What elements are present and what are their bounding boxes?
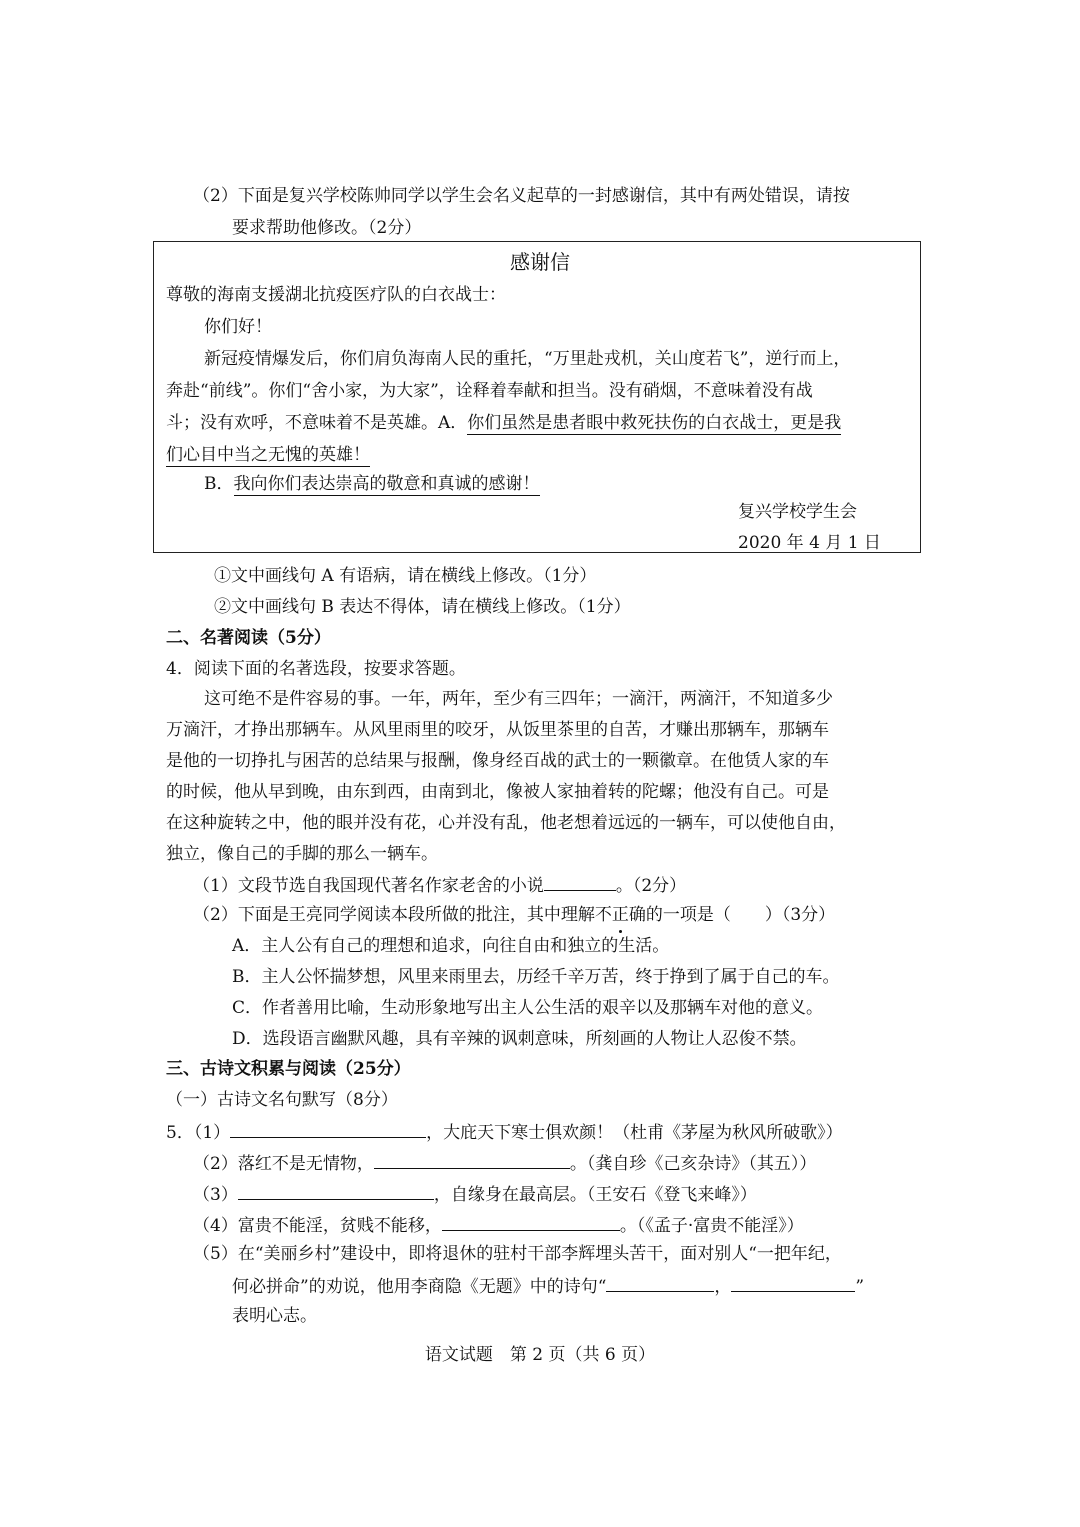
section3-heading: 三、古诗文积累与阅读（25分） bbox=[166, 1059, 411, 1079]
answer-blank[interactable] bbox=[238, 1181, 434, 1200]
letter-p1-line4 bbox=[166, 443, 370, 467]
q5-2 bbox=[193, 1150, 816, 1176]
q4-1-text: （1）文段节选自我国现代著名作家老舍的小说 bbox=[193, 876, 544, 896]
letter-p1-line2: 奔赴“前线”。你们“舍小家，为大家”，诠释着奉献和担当。没有硝烟，不意味着没有战 bbox=[166, 381, 813, 401]
letter-p1-line3 bbox=[166, 411, 841, 435]
passage-line: 是他的一切挣扎与困苦的总结果与报酬，像身经百战的武士的一颗徽章。在他赁人家的车 bbox=[166, 751, 829, 771]
passage-line: 独立，像自己的手脚的那么一辆车。 bbox=[166, 844, 438, 864]
letter-signer: 复兴学校学生会 bbox=[738, 502, 857, 522]
q5-5-comma: ， bbox=[714, 1277, 732, 1297]
letter-date: 2020 年 4 月 1 日 bbox=[738, 533, 881, 553]
q4-2-text: （2）下面是王亮同学阅读本段所做的批注，其中理解 bbox=[193, 905, 595, 925]
q4-stem: 4．阅读下面的名著选段，按要求答题。 bbox=[166, 659, 466, 679]
q4-2-score: 的一项是（ ）（3分） bbox=[645, 905, 836, 925]
sentence-a-part2: 们心目中当之无愧的英雄！ bbox=[166, 445, 370, 465]
q5-2-text: （2）落红不是无情物， bbox=[193, 1154, 374, 1174]
emphasis-text: 不正确 bbox=[594, 905, 646, 925]
sentence-a-part1: 你们虽然是患者眼中救死扶伤的白衣战士，更是我 bbox=[467, 413, 842, 433]
section3-subheading: （一）古诗文名句默写（8分） bbox=[166, 1090, 398, 1110]
q4-1-score: 。（2分） bbox=[615, 876, 687, 896]
letter-salutation: 尊敬的海南支援湖北抗疫医疗队的白衣战士： bbox=[166, 285, 506, 305]
q5-5-close-quote: ” bbox=[855, 1277, 865, 1297]
answer-blank[interactable] bbox=[731, 1273, 855, 1292]
letter-b-line bbox=[204, 472, 540, 496]
q4-2 bbox=[193, 903, 835, 927]
passage-line: 在这种旋转之中，他的眼并没有花，心并没有乱，他老想着远远的一辆车，可以使他自由， bbox=[166, 813, 846, 833]
answer-blank[interactable] bbox=[230, 1119, 426, 1138]
letter-title: 感谢信 bbox=[510, 250, 570, 274]
option-a: A．主人公有自己的理想和追求，向往自由和独立的生活。 bbox=[232, 936, 670, 956]
q5-3-label: （3） bbox=[193, 1185, 238, 1205]
q5-4-source: 。（《孟子·富贵不能淫》） bbox=[619, 1216, 804, 1236]
q5-5-line2 bbox=[232, 1273, 864, 1299]
q5-4 bbox=[193, 1212, 804, 1238]
passage-line: 的时候，他从早到晚，由东到西，由南到北，像被人家抽着转的陀螺；他没有自己。可是 bbox=[166, 782, 829, 802]
q5-1-text: ，大庇天下寒士俱欢颜！（杜甫《茅屋为秋风所破歌》） bbox=[426, 1123, 843, 1143]
option-b: B．主人公怀揣梦想，风里来雨里去，历经千辛万苦，终于挣到了属于自己的车。 bbox=[232, 967, 840, 987]
page-footer: 语文试题 第 2 页（共 6 页） bbox=[424, 1345, 656, 1365]
answer-blank[interactable] bbox=[544, 872, 616, 891]
q3-2-line1: （2）下面是复兴学校陈帅同学以学生会名义起草的一封感谢信，其中有两处错误，请按 bbox=[193, 186, 850, 206]
q4-1 bbox=[193, 872, 686, 898]
q5-3 bbox=[193, 1181, 757, 1207]
passage-line: 这可绝不是件容易的事。一年，两年，至少有三四年；一滴汗，两滴汗，不知道多少 bbox=[204, 689, 833, 709]
option-c: C．作者善用比喻，生动形象地写出主人公生活的艰辛以及那辆车对他的意义。 bbox=[232, 998, 824, 1018]
sentence-b-label: B． bbox=[204, 474, 234, 494]
q5-5-text: 何必拼命”的劝说，他用李商隐《无题》中的诗句“ bbox=[232, 1277, 607, 1297]
q5-1-label: 5．（1） bbox=[166, 1123, 231, 1143]
letter-greeting: 你们好！ bbox=[204, 317, 272, 337]
q5-5-line3: 表明心志。 bbox=[232, 1306, 317, 1326]
q5-3-text: ，自缘身在最高层。（王安石《登飞来峰》） bbox=[433, 1185, 757, 1205]
passage-line: 万滴汗，才挣出那辆车。从风里雨里的咬牙，从饭里茶里的自苦，才赚出那辆车，那辆车 bbox=[166, 720, 829, 740]
letter-p1-line1: 新冠疫情爆发后，你们肩负海南人民的重托，“万里赴戎机，关山度若飞”，逆行而上， bbox=[204, 349, 851, 369]
section2-heading: 二、名著阅读（5分） bbox=[166, 628, 331, 648]
q5-4-text: （4）富贵不能淫，贫贱不能移， bbox=[193, 1216, 442, 1236]
answer-blank[interactable] bbox=[374, 1150, 570, 1169]
q3-2-line2: 要求帮助他修改。（2分） bbox=[232, 218, 422, 238]
sentence-b: 我向你们表达崇高的敬意和真诚的感谢！ bbox=[233, 474, 540, 494]
q3-2-sub2: ②文中画线句 B 表达不得体，请在横线上修改。（1分） bbox=[214, 597, 631, 617]
q5-1 bbox=[166, 1119, 843, 1145]
letter-p1-line3-pre: 斗；没有欢呼，不意味着不是英雄。A． bbox=[166, 413, 468, 433]
q5-5-line1: （5）在“美丽乡村”建设中，即将退休的驻村干部李辉埋头苦干，面对别人“一把年纪， bbox=[193, 1244, 842, 1264]
q3-2-sub1: ①文中画线句 A 有语病，请在横线上修改。（1分） bbox=[214, 566, 597, 586]
answer-blank[interactable] bbox=[442, 1212, 620, 1231]
q5-2-source: 。（龚自珍《己亥杂诗》（其五）） bbox=[569, 1154, 817, 1174]
option-d: D．选段语言幽默风趣，具有辛辣的讽刺意味，所刻画的人物让人忍俊不禁。 bbox=[232, 1029, 807, 1049]
answer-blank[interactable] bbox=[606, 1273, 714, 1292]
